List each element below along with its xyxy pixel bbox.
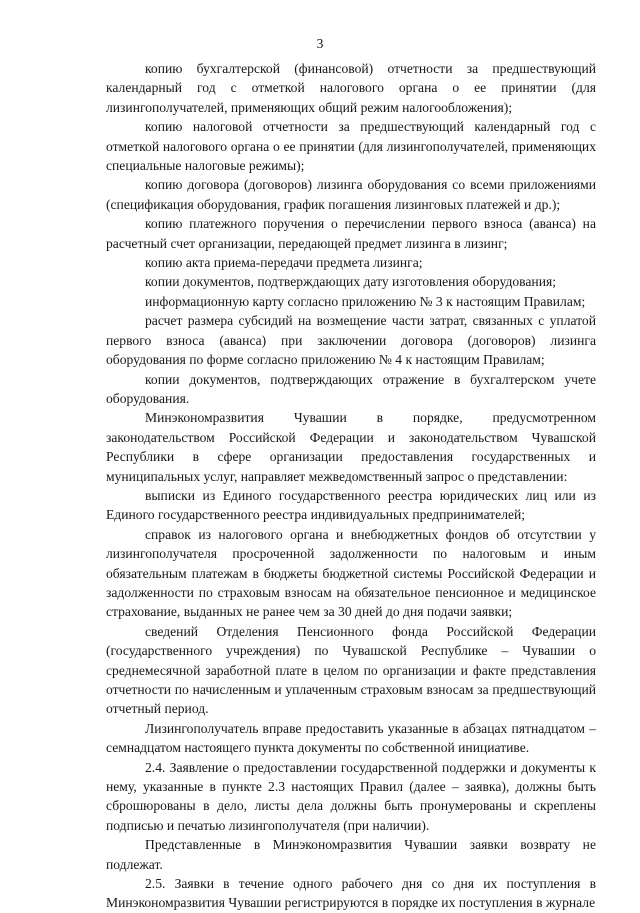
paragraph: копию договора (договоров) лизинга оборудования со всеми приложениями (спецификация оборудования, график погашения лизинговых платежей и др.); <box>106 177 596 212</box>
paragraph: выписки из Единого государственного реестра юридических лиц или из Единого государственного реестра индивидуальных предпринимателей; <box>106 487 596 523</box>
paragraph: копии документов, подтверждающих отражение в бухгалтерском учете оборудования. <box>106 371 596 406</box>
paragraph: Минэкономразвития Чувашии в порядке, предусмотренном законодательством Российской Федерации и законодательством Чувашской Республики в сфере организации предоставления государственных и муниципальных услуг, направляет межведомственный запрос о представлении: <box>106 410 596 484</box>
paragraph: копию акта приема-передачи предмета лизинга; <box>145 255 423 271</box>
paragraph: копию налоговой отчетности за предшествующий календарный год с отметкой налогового органа о ее принятии (для лизингополучателей, применяющих специальные налоговые режимы); <box>106 119 596 174</box>
paragraph: копию платежного поручения о перечислении первого взноса (аванса) на расчетный счет организации, передающей предмет лизинга в лизинг; <box>106 216 596 251</box>
page-number: 3 <box>316 36 324 51</box>
paragraph: копии документов, подтверждающих дату изготовления оборудования; <box>145 274 557 290</box>
paragraph: 2.4. Заявление о предоставлении государственной поддержки и документы к нему, указанные в пункте 2.3 настоящих Правил (далее – заявка), должны быть сброшюрованы в дело, листы дела должны быть пронумерованы и скреплены подписью и печатью лизингополучателя (при наличии). <box>106 759 596 833</box>
paragraph: расчет размера субсидий на возмещение части затрат, связанных с уплатой первого взноса (аванса) при заключении договора (договоров) лизинга оборудования по форме согласно приложению № 4 к настоящим Правилам; <box>106 313 596 368</box>
paragraph: справок из налогового органа и внебюджетных фондов об отсутствии у лизингополучателя просроченной задолженности по налоговым и иным обязательным платежам в бюджеты бюджетной системы Российской Федерации и задолженности по страховым взносам на обязательное пенсионное и медицинское страхование, выданных не ранее чем за 30 дней до дня подачи заявки; <box>106 526 596 620</box>
paragraph: 2.5. Заявки в течение одного рабочего дня со дня их поступления в Минэкономразвития Чувашии регистрируются в порядке их поступления в журнале <box>106 876 596 911</box>
paragraph: сведений Отделения Пенсионного фонда Российской Федерации (государственного учреждения) по Чувашской Республике – Чувашии о среднемесячной заработной плате в целом по организации и факте представления отчетности по начисленным и уплаченным страховым взносам за предшествующий отчетный период. <box>106 623 596 717</box>
paragraph: информационную карту согласно приложению № 3 к настоящим Правилам; <box>145 293 586 309</box>
document-body <box>106 59 596 913</box>
paragraph: Лизингополучатель вправе предоставить указанные в абзацах пятнадцатом – семнадцатом настоящего пункта документы по собственной инициативе. <box>106 720 596 756</box>
paragraph: Представленные в Минэкономразвития Чувашии заявки возврату не подлежат. <box>106 837 596 872</box>
paragraph: копию бухгалтерской (финансовой) отчетности за предшествующий календарный год с отметкой налогового органа о ее принятии (для лизингополучателей, применяющих общий режим налогообложения); <box>106 61 596 115</box>
